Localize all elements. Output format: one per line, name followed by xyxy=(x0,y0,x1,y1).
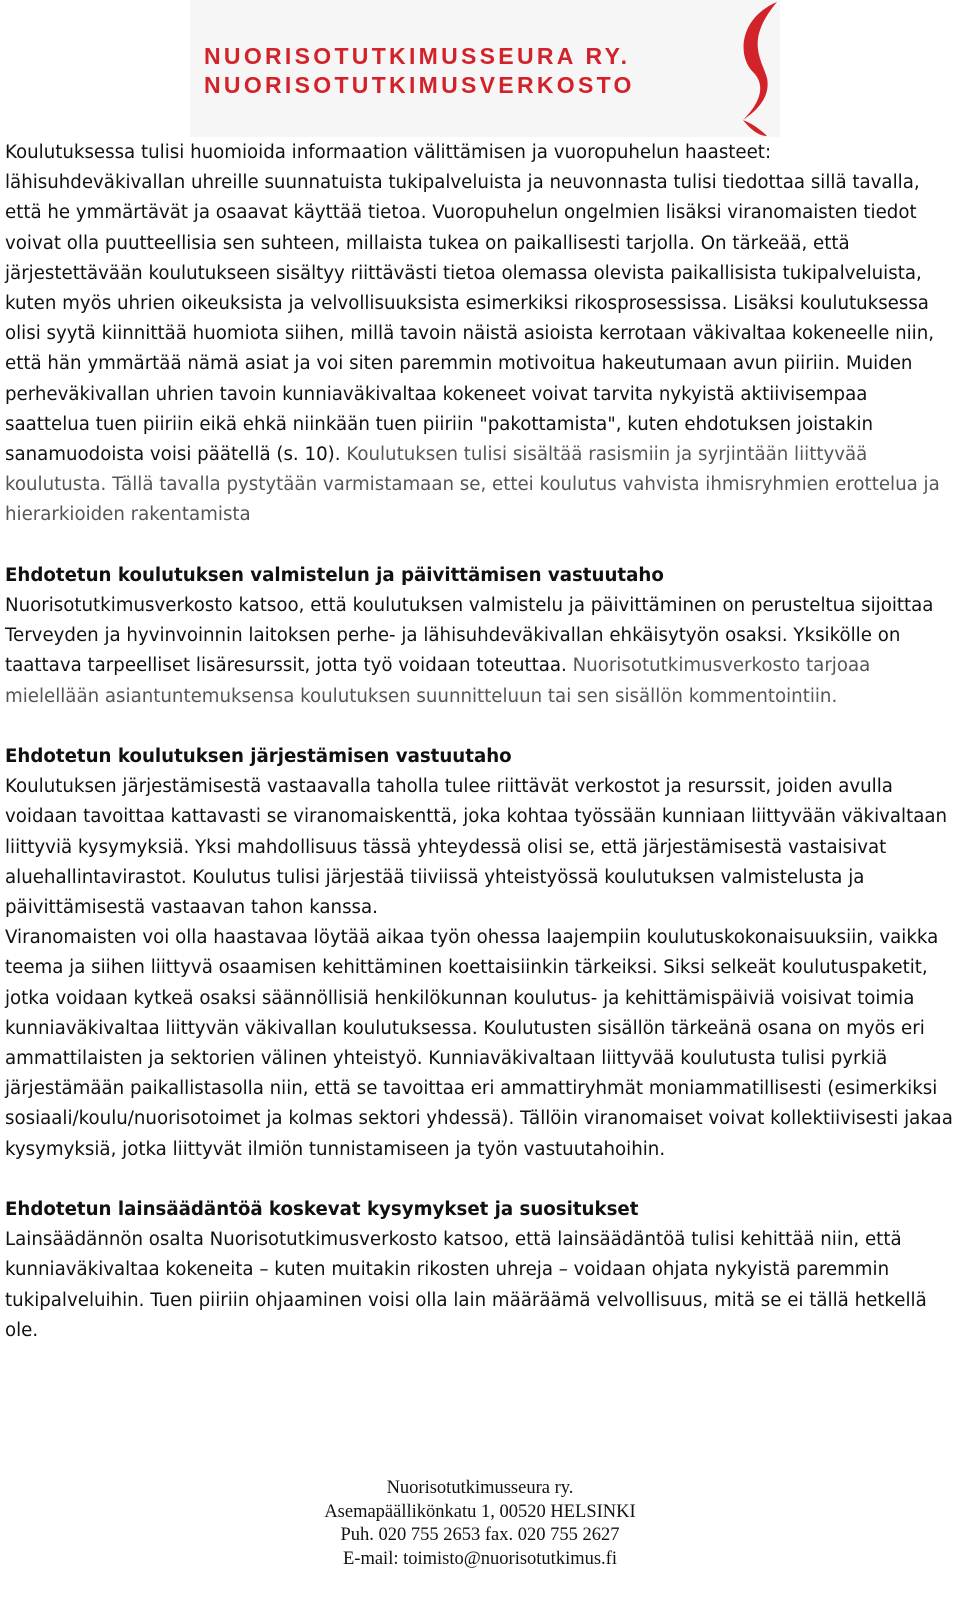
body-paragraph-1 xyxy=(5,138,955,531)
footer-address: Asemapäällikönkatu 1, 00520 HELSINKI xyxy=(324,1501,636,1522)
section-heading-preparation: Ehdotetun koulutuksen valmistelun ja päivittämisen vastuutaho xyxy=(5,564,664,586)
paragraph-text-grey: Nuorisotutkimusverkosto tarjoaa mielellään asiantuntemuksensa koulutuksen suunnitteluun tai sen sisällön kommentointiin. xyxy=(5,655,871,707)
red-swirl-logo-icon xyxy=(715,0,785,137)
letter-footer xyxy=(0,1477,960,1571)
body-paragraph-2 xyxy=(5,591,955,712)
footer-phone: Puh. 020 755 2653 fax. 020 755 2627 xyxy=(340,1525,620,1545)
footer-org: Nuorisotutkimusseura ry. xyxy=(386,1478,574,1498)
footer-email: E-mail: toimisto@nuorisotutkimus.fi xyxy=(343,1548,617,1569)
body-paragraph-4: Viranomaisten voi olla haastavaa löytää aikaa työn ohessa laajempiin koulutuskokonaisuuksiin, vaikka teema ja siihen liittyvä osaamisen kehittäminen koettaisiinkin tärkeiksi. Siksi selkeät koulutuspaketit, jotka voidaan kytkeä osaksi säännöllisiä henkilökunnan koulutus- ja kehittämispäiviä voisivat toimia kunniaväkivaltaa liittyvän väkivallan koulutuksessa. Koulutusten sisällön tärkeänä osana on myös eri ammattilaisten ja sektorien välinen yhteistyö. Kunniaväkivaltaan liittyvää koulutusta tulisi pyrkiä järjestämään paikallistasolla niin, että se tavoittaa eri ammattiryhmät moniammatillisesti (esimerkiksi sosiaali/koulu/nuorisotoimet ja kolmas sektori yhdessä). Tällöin viranomaiset voivat kollektiivisesti jakaa kysymyksiä, jotka liittyvät ilmiön tunnistamiseen ja työn vastuutahoihin. xyxy=(5,927,953,1160)
paragraph-text-grey: Koulutuksen tulisi sisältää rasismiin ja syrjintään liittyvää koulutusta. Tällä tavalla pystytään varmistamaan se, ettei koulutus vahvista ihmisryhmien erottelua ja hierarkioiden rakentamista xyxy=(5,444,940,526)
org-name-line-2: NUORISOTUTKIMUSVERKOSTO xyxy=(204,72,635,98)
section-heading-legislation: Ehdotetun lainsäädäntöä koskevat kysymykset ja suositukset xyxy=(5,1199,639,1221)
org-name-line-1: NUORISOTUTKIMUSSEURA RY. xyxy=(204,43,631,69)
letterhead xyxy=(190,0,780,137)
letter-body xyxy=(5,138,955,1346)
body-paragraph-3: Koulutuksen järjestämisestä vastaavalla taholla tulee riittävät verkostot ja resurssit, joiden avulla voidaan tavoittaa kattavasti se viranomaiskenttä, joka kohtaa työssään kunniaan liittyvään väkivaltaan liittyviä kysymyksiä. Yksi mahdollisuus tässä yhteydessä olisi se, että järjestämisestä vastaisivat aluehallintavirastot. Koulutus tulisi järjestää tiiviissä yhteistyössä koulutuksen valmistelusta ja päivittämisestä vastaavan tahon kanssa. xyxy=(5,776,948,919)
paragraph-text: Nuorisotutkimusverkosto katsoo, että koulutuksen valmistelu ja päivittäminen on perusteltua sijoittaa Terveyden ja hyvinvoinnin laitoksen perhe- ja lähisuhdeväkivallan ehkäisytyön osaksi. Yksikölle on taattava tarpeelliset lisäresurssit, jotta työ voidaan toteuttaa. xyxy=(5,595,934,677)
body-paragraph-5: Lainsäädännön osalta Nuorisotutkimusverkosto katsoo, että lainsäädäntöä tulisi kehittää niin, että kunniaväkivaltaa kokeneita – kuten muitakin rikosten uhreja – voidaan ohjata nykyistä paremmin tukipalveluihin. Tuen piiriin ohjaaminen voisi olla lain määräämä velvollisuus, mitä se ei tällä hetkellä ole. xyxy=(5,1229,927,1341)
paragraph-text: Koulutuksessa tulisi huomioida informaation välittämisen ja vuoropuhelun haasteet: lähisuhdeväkivallan uhreille suunnatuista tukipalveluista ja neuvonnasta tulisi tiedottaa sillä tavalla, että he ymmärtävät ja osaavat käyttää tietoa. Vuoropuhelun ongelmien lisäksi viranomaisten tiedot voivat olla puutteellisia sen suhteen, millaista tukea on paikallisesti tarjolla. On tärkeää, että järjestettävään koulutukseen sisältyy riittävästi tietoa olemassa olevista paikallisista tukipalveluista, kuten myös uhrien oikeuksista ja velvollisuuksista esimerkiksi rikosprosessissa. Lisäksi koulutuksessa olisi syytä kiinnittää huomiota siihen, millä tavoin näistä asioista kerrotaan väkivaltaa kokeneelle niin, että hän ymmärtää nämä asiat ja voi siten paremmin motivoitua hakeutumaan avun piiriin. Muiden perheväkivallan uhrien tavoin kunniaväkivaltaa kokeneet voivat tarvita nykyistä aktiivisempaa saattelua tuen piiriin eikä ehkä niinkään tuen piiriin "pakottamista", kuten ehdotuksen joistakin sanamuodoista voisi päätellä (s. 10). xyxy=(5,142,935,466)
section-heading-organizer: Ehdotetun koulutuksen järjestämisen vastuutaho xyxy=(5,746,512,768)
